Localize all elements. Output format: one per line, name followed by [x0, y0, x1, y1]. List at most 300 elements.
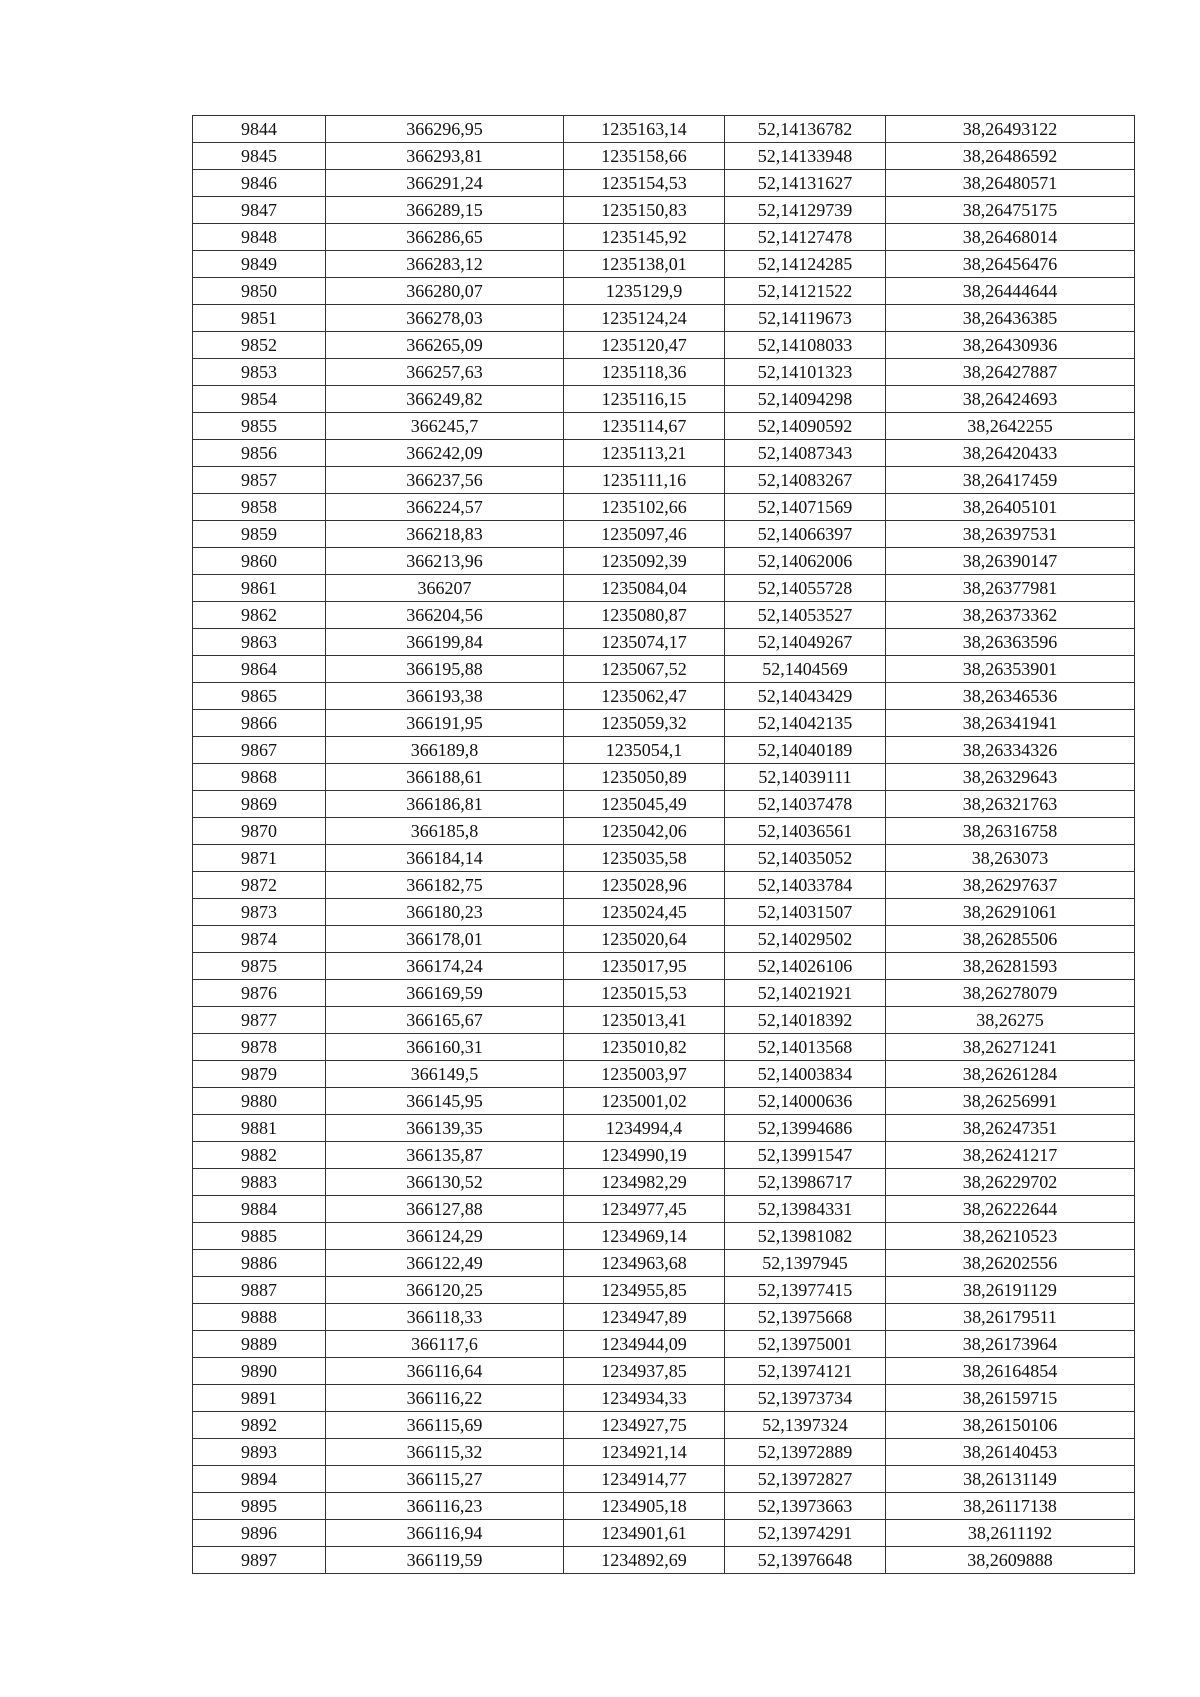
point-number-cell: 9879 — [193, 1061, 326, 1088]
y-coordinate-cell: 1235017,95 — [564, 953, 725, 980]
point-number-cell: 9851 — [193, 305, 326, 332]
longitude-cell: 38,2611192 — [886, 1520, 1135, 1547]
latitude-cell: 52,13975668 — [725, 1304, 886, 1331]
point-number-cell: 9858 — [193, 494, 326, 521]
longitude-cell: 38,26353901 — [886, 656, 1135, 683]
point-number-cell: 9895 — [193, 1493, 326, 1520]
table-row — [193, 575, 1135, 602]
y-coordinate-cell: 1234921,14 — [564, 1439, 725, 1466]
longitude-cell: 38,26486592 — [886, 143, 1135, 170]
x-coordinate-cell: 366124,29 — [326, 1223, 564, 1250]
latitude-cell: 52,14043429 — [725, 683, 886, 710]
y-coordinate-cell: 1235118,36 — [564, 359, 725, 386]
longitude-cell: 38,26247351 — [886, 1115, 1135, 1142]
x-coordinate-cell: 366139,35 — [326, 1115, 564, 1142]
latitude-cell: 52,14108033 — [725, 332, 886, 359]
table-row — [193, 845, 1135, 872]
table-row — [193, 1331, 1135, 1358]
longitude-cell: 38,26468014 — [886, 224, 1135, 251]
latitude-cell: 52,14035052 — [725, 845, 886, 872]
latitude-cell: 52,13975001 — [725, 1331, 886, 1358]
table-row — [193, 386, 1135, 413]
x-coordinate-cell: 366180,23 — [326, 899, 564, 926]
longitude-cell: 38,26397531 — [886, 521, 1135, 548]
y-coordinate-cell: 1235150,83 — [564, 197, 725, 224]
latitude-cell: 52,14090592 — [725, 413, 886, 440]
point-number-cell: 9864 — [193, 656, 326, 683]
x-coordinate-cell: 366293,81 — [326, 143, 564, 170]
coordinates-table-body — [193, 116, 1135, 1574]
x-coordinate-cell: 366278,03 — [326, 305, 564, 332]
latitude-cell: 52,14127478 — [725, 224, 886, 251]
longitude-cell: 38,26420433 — [886, 440, 1135, 467]
latitude-cell: 52,14049267 — [725, 629, 886, 656]
point-number-cell: 9847 — [193, 197, 326, 224]
y-coordinate-cell: 1235035,58 — [564, 845, 725, 872]
table-row — [193, 1520, 1135, 1547]
y-coordinate-cell: 1235102,66 — [564, 494, 725, 521]
point-number-cell: 9896 — [193, 1520, 326, 1547]
point-number-cell: 9846 — [193, 170, 326, 197]
x-coordinate-cell: 366296,95 — [326, 116, 564, 143]
table-row — [193, 197, 1135, 224]
x-coordinate-cell: 366116,22 — [326, 1385, 564, 1412]
longitude-cell: 38,26140453 — [886, 1439, 1135, 1466]
longitude-cell: 38,26390147 — [886, 548, 1135, 575]
longitude-cell: 38,26159715 — [886, 1385, 1135, 1412]
x-coordinate-cell: 366115,27 — [326, 1466, 564, 1493]
y-coordinate-cell: 1235116,15 — [564, 386, 725, 413]
y-coordinate-cell: 1234963,68 — [564, 1250, 725, 1277]
table-row — [193, 1034, 1135, 1061]
y-coordinate-cell: 1234982,29 — [564, 1169, 725, 1196]
latitude-cell: 52,1397945 — [725, 1250, 886, 1277]
longitude-cell: 38,26297637 — [886, 872, 1135, 899]
y-coordinate-cell: 1235124,24 — [564, 305, 725, 332]
longitude-cell: 38,26424693 — [886, 386, 1135, 413]
table-row — [193, 764, 1135, 791]
point-number-cell: 9855 — [193, 413, 326, 440]
table-row — [193, 1277, 1135, 1304]
x-coordinate-cell: 366189,8 — [326, 737, 564, 764]
longitude-cell: 38,26475175 — [886, 197, 1135, 224]
x-coordinate-cell: 366135,87 — [326, 1142, 564, 1169]
longitude-cell: 38,26278079 — [886, 980, 1135, 1007]
table-row — [193, 683, 1135, 710]
latitude-cell: 52,14129739 — [725, 197, 886, 224]
latitude-cell: 52,14053527 — [725, 602, 886, 629]
longitude-cell: 38,26117138 — [886, 1493, 1135, 1520]
x-coordinate-cell: 366193,38 — [326, 683, 564, 710]
latitude-cell: 52,14040189 — [725, 737, 886, 764]
latitude-cell: 52,13972889 — [725, 1439, 886, 1466]
x-coordinate-cell: 366145,95 — [326, 1088, 564, 1115]
point-number-cell: 9878 — [193, 1034, 326, 1061]
latitude-cell: 52,13976648 — [725, 1547, 886, 1574]
y-coordinate-cell: 1235028,96 — [564, 872, 725, 899]
point-number-cell: 9892 — [193, 1412, 326, 1439]
latitude-cell: 52,14121522 — [725, 278, 886, 305]
latitude-cell: 52,13973734 — [725, 1385, 886, 1412]
longitude-cell: 38,26261284 — [886, 1061, 1135, 1088]
longitude-cell: 38,26436385 — [886, 305, 1135, 332]
y-coordinate-cell: 1234937,85 — [564, 1358, 725, 1385]
latitude-cell: 52,14003834 — [725, 1061, 886, 1088]
point-number-cell: 9894 — [193, 1466, 326, 1493]
table-row — [193, 332, 1135, 359]
table-row — [193, 1169, 1135, 1196]
x-coordinate-cell: 366160,31 — [326, 1034, 564, 1061]
longitude-cell: 38,26363596 — [886, 629, 1135, 656]
y-coordinate-cell: 1235015,53 — [564, 980, 725, 1007]
y-coordinate-cell: 1235010,82 — [564, 1034, 725, 1061]
y-coordinate-cell: 1234905,18 — [564, 1493, 725, 1520]
latitude-cell: 52,14087343 — [725, 440, 886, 467]
point-number-cell: 9871 — [193, 845, 326, 872]
table-row — [193, 440, 1135, 467]
point-number-cell: 9845 — [193, 143, 326, 170]
table-row — [193, 818, 1135, 845]
table-row — [193, 1088, 1135, 1115]
y-coordinate-cell: 1235045,49 — [564, 791, 725, 818]
point-number-cell: 9863 — [193, 629, 326, 656]
latitude-cell: 52,14033784 — [725, 872, 886, 899]
y-coordinate-cell: 1234955,85 — [564, 1277, 725, 1304]
longitude-cell: 38,2642255 — [886, 413, 1135, 440]
longitude-cell: 38,26417459 — [886, 467, 1135, 494]
x-coordinate-cell: 366283,12 — [326, 251, 564, 278]
table-row — [193, 251, 1135, 278]
table-row — [193, 359, 1135, 386]
x-coordinate-cell: 366120,25 — [326, 1277, 564, 1304]
x-coordinate-cell: 366184,14 — [326, 845, 564, 872]
longitude-cell: 38,26222644 — [886, 1196, 1135, 1223]
latitude-cell: 52,13981082 — [725, 1223, 886, 1250]
y-coordinate-cell: 1235138,01 — [564, 251, 725, 278]
x-coordinate-cell: 366174,24 — [326, 953, 564, 980]
y-coordinate-cell: 1235129,9 — [564, 278, 725, 305]
latitude-cell: 52,14039111 — [725, 764, 886, 791]
longitude-cell: 38,26493122 — [886, 116, 1135, 143]
latitude-cell: 52,14136782 — [725, 116, 886, 143]
longitude-cell: 38,26202556 — [886, 1250, 1135, 1277]
latitude-cell: 52,1404569 — [725, 656, 886, 683]
x-coordinate-cell: 366237,56 — [326, 467, 564, 494]
x-coordinate-cell: 366169,59 — [326, 980, 564, 1007]
y-coordinate-cell: 1234892,69 — [564, 1547, 725, 1574]
y-coordinate-cell: 1234914,77 — [564, 1466, 725, 1493]
latitude-cell: 52,13984331 — [725, 1196, 886, 1223]
longitude-cell: 38,26373362 — [886, 602, 1135, 629]
longitude-cell: 38,26480571 — [886, 170, 1135, 197]
latitude-cell: 52,13974291 — [725, 1520, 886, 1547]
point-number-cell: 9850 — [193, 278, 326, 305]
x-coordinate-cell: 366242,09 — [326, 440, 564, 467]
longitude-cell: 38,26275 — [886, 1007, 1135, 1034]
point-number-cell: 9848 — [193, 224, 326, 251]
longitude-cell: 38,26210523 — [886, 1223, 1135, 1250]
point-number-cell: 9883 — [193, 1169, 326, 1196]
point-number-cell: 9890 — [193, 1358, 326, 1385]
x-coordinate-cell: 366207 — [326, 575, 564, 602]
latitude-cell: 52,13977415 — [725, 1277, 886, 1304]
point-number-cell: 9857 — [193, 467, 326, 494]
latitude-cell: 52,13973663 — [725, 1493, 886, 1520]
point-number-cell: 9853 — [193, 359, 326, 386]
point-number-cell: 9852 — [193, 332, 326, 359]
table-row — [193, 1304, 1135, 1331]
x-coordinate-cell: 366116,94 — [326, 1520, 564, 1547]
y-coordinate-cell: 1235158,66 — [564, 143, 725, 170]
latitude-cell: 52,14133948 — [725, 143, 886, 170]
point-number-cell: 9866 — [193, 710, 326, 737]
table-row — [193, 413, 1135, 440]
point-number-cell: 9849 — [193, 251, 326, 278]
latitude-cell: 52,14119673 — [725, 305, 886, 332]
y-coordinate-cell: 1235050,89 — [564, 764, 725, 791]
x-coordinate-cell: 366117,6 — [326, 1331, 564, 1358]
y-coordinate-cell: 1235145,92 — [564, 224, 725, 251]
table-row — [193, 926, 1135, 953]
latitude-cell: 52,13991547 — [725, 1142, 886, 1169]
table-row — [193, 305, 1135, 332]
y-coordinate-cell: 1235114,67 — [564, 413, 725, 440]
y-coordinate-cell: 1235097,46 — [564, 521, 725, 548]
table-row — [193, 467, 1135, 494]
point-number-cell: 9889 — [193, 1331, 326, 1358]
y-coordinate-cell: 1235154,53 — [564, 170, 725, 197]
longitude-cell: 38,26444644 — [886, 278, 1135, 305]
table-row — [193, 143, 1135, 170]
x-coordinate-cell: 366291,24 — [326, 170, 564, 197]
latitude-cell: 52,1397324 — [725, 1412, 886, 1439]
table-row — [193, 1412, 1135, 1439]
y-coordinate-cell: 1235080,87 — [564, 602, 725, 629]
x-coordinate-cell: 366178,01 — [326, 926, 564, 953]
longitude-cell: 38,26316758 — [886, 818, 1135, 845]
table-row — [193, 1115, 1135, 1142]
y-coordinate-cell: 1234944,09 — [564, 1331, 725, 1358]
table-row — [193, 953, 1135, 980]
point-number-cell: 9884 — [193, 1196, 326, 1223]
latitude-cell: 52,14131627 — [725, 170, 886, 197]
point-number-cell: 9865 — [193, 683, 326, 710]
table-row — [193, 1061, 1135, 1088]
longitude-cell: 38,26164854 — [886, 1358, 1135, 1385]
x-coordinate-cell: 366199,84 — [326, 629, 564, 656]
point-number-cell: 9876 — [193, 980, 326, 1007]
latitude-cell: 52,14066397 — [725, 521, 886, 548]
x-coordinate-cell: 366116,23 — [326, 1493, 564, 1520]
longitude-cell: 38,26334326 — [886, 737, 1135, 764]
table-row — [193, 521, 1135, 548]
point-number-cell: 9872 — [193, 872, 326, 899]
coordinates-table — [192, 115, 1135, 1574]
longitude-cell: 38,26191129 — [886, 1277, 1135, 1304]
x-coordinate-cell: 366213,96 — [326, 548, 564, 575]
point-number-cell: 9869 — [193, 791, 326, 818]
table-row — [193, 1142, 1135, 1169]
x-coordinate-cell: 366119,59 — [326, 1547, 564, 1574]
latitude-cell: 52,13986717 — [725, 1169, 886, 1196]
y-coordinate-cell: 1235113,21 — [564, 440, 725, 467]
table-row — [193, 170, 1135, 197]
point-number-cell: 9877 — [193, 1007, 326, 1034]
table-row — [193, 116, 1135, 143]
point-number-cell: 9888 — [193, 1304, 326, 1331]
table-row — [193, 602, 1135, 629]
point-number-cell: 9885 — [193, 1223, 326, 1250]
latitude-cell: 52,14021921 — [725, 980, 886, 1007]
point-number-cell: 9860 — [193, 548, 326, 575]
longitude-cell: 38,26291061 — [886, 899, 1135, 926]
x-coordinate-cell: 366182,75 — [326, 872, 564, 899]
latitude-cell: 52,14055728 — [725, 575, 886, 602]
table-row — [193, 872, 1135, 899]
y-coordinate-cell: 1234990,19 — [564, 1142, 725, 1169]
latitude-cell: 52,13994686 — [725, 1115, 886, 1142]
x-coordinate-cell: 366185,8 — [326, 818, 564, 845]
table-row — [193, 1223, 1135, 1250]
table-row — [193, 1358, 1135, 1385]
latitude-cell: 52,14042135 — [725, 710, 886, 737]
table-row — [193, 494, 1135, 521]
y-coordinate-cell: 1235020,64 — [564, 926, 725, 953]
point-number-cell: 9881 — [193, 1115, 326, 1142]
y-coordinate-cell: 1235067,52 — [564, 656, 725, 683]
y-coordinate-cell: 1234927,75 — [564, 1412, 725, 1439]
x-coordinate-cell: 366257,63 — [326, 359, 564, 386]
longitude-cell: 38,26329643 — [886, 764, 1135, 791]
point-number-cell: 9874 — [193, 926, 326, 953]
y-coordinate-cell: 1234901,61 — [564, 1520, 725, 1547]
longitude-cell: 38,26173964 — [886, 1331, 1135, 1358]
y-coordinate-cell: 1235001,02 — [564, 1088, 725, 1115]
latitude-cell: 52,14037478 — [725, 791, 886, 818]
table-row — [193, 710, 1135, 737]
latitude-cell: 52,14018392 — [725, 1007, 886, 1034]
point-number-cell: 9868 — [193, 764, 326, 791]
y-coordinate-cell: 1235013,41 — [564, 1007, 725, 1034]
point-number-cell: 9875 — [193, 953, 326, 980]
x-coordinate-cell: 366127,88 — [326, 1196, 564, 1223]
x-coordinate-cell: 366218,83 — [326, 521, 564, 548]
y-coordinate-cell: 1234947,89 — [564, 1304, 725, 1331]
y-coordinate-cell: 1235003,97 — [564, 1061, 725, 1088]
longitude-cell: 38,26285506 — [886, 926, 1135, 953]
longitude-cell: 38,263073 — [886, 845, 1135, 872]
x-coordinate-cell: 366130,52 — [326, 1169, 564, 1196]
longitude-cell: 38,26456476 — [886, 251, 1135, 278]
table-row — [193, 1466, 1135, 1493]
point-number-cell: 9856 — [193, 440, 326, 467]
longitude-cell: 38,26256991 — [886, 1088, 1135, 1115]
longitude-cell: 38,2609888 — [886, 1547, 1135, 1574]
point-number-cell: 9844 — [193, 116, 326, 143]
table-row — [193, 791, 1135, 818]
latitude-cell: 52,13974121 — [725, 1358, 886, 1385]
x-coordinate-cell: 366245,7 — [326, 413, 564, 440]
longitude-cell: 38,26271241 — [886, 1034, 1135, 1061]
x-coordinate-cell: 366249,82 — [326, 386, 564, 413]
y-coordinate-cell: 1235120,47 — [564, 332, 725, 359]
table-row — [193, 278, 1135, 305]
point-number-cell: 9859 — [193, 521, 326, 548]
longitude-cell: 38,26427887 — [886, 359, 1135, 386]
table-row — [193, 548, 1135, 575]
x-coordinate-cell: 366186,81 — [326, 791, 564, 818]
point-number-cell: 9873 — [193, 899, 326, 926]
y-coordinate-cell: 1234934,33 — [564, 1385, 725, 1412]
x-coordinate-cell: 366188,61 — [326, 764, 564, 791]
latitude-cell: 52,14000636 — [725, 1088, 886, 1115]
longitude-cell: 38,26281593 — [886, 953, 1135, 980]
point-number-cell: 9891 — [193, 1385, 326, 1412]
table-row — [193, 224, 1135, 251]
table-row — [193, 656, 1135, 683]
point-number-cell: 9893 — [193, 1439, 326, 1466]
x-coordinate-cell: 366280,07 — [326, 278, 564, 305]
x-coordinate-cell: 366204,56 — [326, 602, 564, 629]
x-coordinate-cell: 366122,49 — [326, 1250, 564, 1277]
table-row — [193, 737, 1135, 764]
point-number-cell: 9870 — [193, 818, 326, 845]
longitude-cell: 38,26341941 — [886, 710, 1135, 737]
point-number-cell: 9886 — [193, 1250, 326, 1277]
latitude-cell: 52,14062006 — [725, 548, 886, 575]
longitude-cell: 38,26377981 — [886, 575, 1135, 602]
table-row — [193, 1385, 1135, 1412]
latitude-cell: 52,14101323 — [725, 359, 886, 386]
longitude-cell: 38,26179511 — [886, 1304, 1135, 1331]
latitude-cell: 52,14083267 — [725, 467, 886, 494]
x-coordinate-cell: 366115,32 — [326, 1439, 564, 1466]
point-number-cell: 9882 — [193, 1142, 326, 1169]
latitude-cell: 52,14013568 — [725, 1034, 886, 1061]
y-coordinate-cell: 1235062,47 — [564, 683, 725, 710]
y-coordinate-cell: 1235054,1 — [564, 737, 725, 764]
y-coordinate-cell: 1235059,32 — [564, 710, 725, 737]
x-coordinate-cell: 366115,69 — [326, 1412, 564, 1439]
x-coordinate-cell: 366165,67 — [326, 1007, 564, 1034]
latitude-cell: 52,14071569 — [725, 494, 886, 521]
table-row — [193, 1250, 1135, 1277]
table-row — [193, 629, 1135, 656]
latitude-cell: 52,13972827 — [725, 1466, 886, 1493]
point-number-cell: 9862 — [193, 602, 326, 629]
longitude-cell: 38,26241217 — [886, 1142, 1135, 1169]
x-coordinate-cell: 366286,65 — [326, 224, 564, 251]
y-coordinate-cell: 1235092,39 — [564, 548, 725, 575]
longitude-cell: 38,26131149 — [886, 1466, 1135, 1493]
table-row — [193, 1007, 1135, 1034]
point-number-cell: 9880 — [193, 1088, 326, 1115]
longitude-cell: 38,26405101 — [886, 494, 1135, 521]
y-coordinate-cell: 1235163,14 — [564, 116, 725, 143]
y-coordinate-cell: 1235042,06 — [564, 818, 725, 845]
table-row — [193, 899, 1135, 926]
longitude-cell: 38,26346536 — [886, 683, 1135, 710]
y-coordinate-cell: 1235024,45 — [564, 899, 725, 926]
point-number-cell: 9854 — [193, 386, 326, 413]
x-coordinate-cell: 366265,09 — [326, 332, 564, 359]
table-row — [193, 1196, 1135, 1223]
x-coordinate-cell: 366191,95 — [326, 710, 564, 737]
point-number-cell: 9867 — [193, 737, 326, 764]
x-coordinate-cell: 366116,64 — [326, 1358, 564, 1385]
latitude-cell: 52,14026106 — [725, 953, 886, 980]
table-row — [193, 1493, 1135, 1520]
